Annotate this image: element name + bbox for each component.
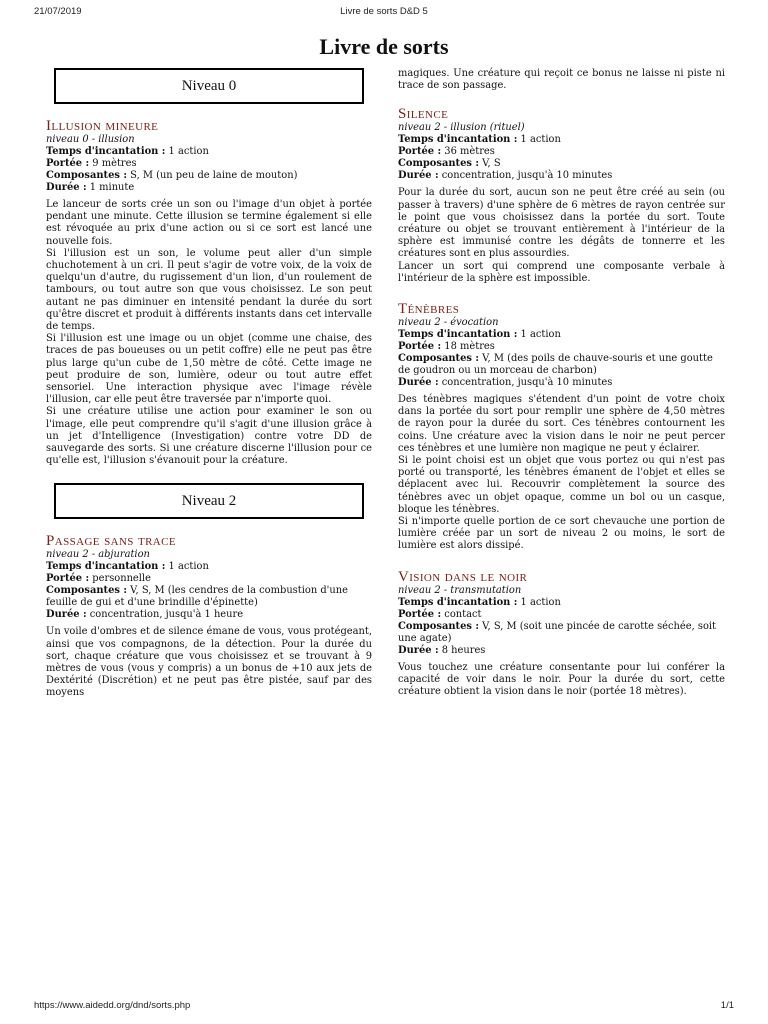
spell-school: niveau 2 - illusion (rituel) [398,122,525,134]
spell-illusion-mineure [46,118,372,467]
spell-paragraph: Pour la durée du sort, aucun son ne peut être créé au sein (ou passer à travers) d'une sphère de 6 mètres de rayon centrée sur le point que vous choisissez dans la portée du sort. Toute créature ou objet se trouvant entièrement à l'intérieur de la sphère est immunisé contre les dégâts de tonnerre et les créatures sont en plus assourdies. [398,187,725,260]
page-number: 1/1 [720,1000,734,1011]
spell-casting-time: Temps d'incantation : 1 action [398,134,561,146]
spell-casting-time: Temps d'incantation : 1 action [398,596,561,608]
spell-paragraph: Si une créature utilise une action pour examiner le son ou l'image, elle peut comprendre qu'il s'agit d'une illusion grâce à un jet d'Intelligence (Investigation) contre votre DD de sauvegarde des sorts. Si une créature discerne l'illusion pour ce qu'elle est, l'illusion s'évanouit pour la créature. [46,406,372,467]
spell-range: Portée : 18 mètres [398,341,495,353]
spell-continuation [398,68,725,92]
spell-name: Illusion mineure [46,118,159,134]
spell-school: niveau 2 - abjuration [46,549,150,561]
page-title: Livre de sorts [319,34,449,59]
spell-components: Composantes : V, S, M (les cendres de la combustion d'une feuille de gui et d'une brindille d'épinette) [46,585,348,609]
spell-paragraph: Le lanceur de sorts crée un son ou l'image d'un objet à portée pendant une minute. Cette illusion se termine également si elle est révoquée au prix d'une action ou si ce sort est lancé une nouvelle fois. [46,199,372,247]
print-footer [34,1000,734,1014]
spell-vision-dans-le-noir [398,569,725,699]
spell-casting-time: Temps d'incantation : 1 action [46,561,209,573]
spell-description [398,662,725,699]
spell-passage-sans-trace [46,533,372,699]
spell-paragraph: Si l'illusion est un son, le volume peut aller d'un simple chuchotement à un cri. Il peut s'agir de votre voix, de la voix de quelqu'un d'autre, du rugissement d'un lion, d'un roulement de tambours, ou tout autre son que vous choisissez. Le son peut autant ne pas diminuer en intensité pendant la durée du sort qu'être discret et produit à différents instants dans cet intervalle de temps. [46,247,372,333]
spell-duration: Durée : concentration, jusqu'à 10 minutes [398,170,613,182]
spell-description [398,394,725,553]
spell-range: Portée : 9 mètres [46,158,137,169]
spell-paragraph: Des ténèbres magiques s'étendent d'un point de votre choix dans la portée du sort pour remplir une sphère de 4,50 mètres de rayon pour la durée du sort. Ces ténèbres contournent les coins. Une créature avec la vision dans le noir ne peut percer ces ténèbres et une lumière non magique ne peut y éclairer. [398,394,725,454]
spell-paragraph: magiques. Une créature qui reçoit ce bonus ne laisse ni piste ni trace de son passage. [398,68,725,92]
level-heading-0: Niveau 0 [54,68,364,104]
spell-casting-time: Temps d'incantation : 1 action [398,329,561,341]
left-column [46,68,372,700]
spell-components: Composantes : V, S, M (soit une pincée de carotte séchée, soit une agate) [398,620,717,644]
spell-description [46,626,372,699]
print-url: https://www.aidedd.org/dnd/sorts.php [34,1000,191,1011]
spell-paragraph: Vous touchez une créature consentante pour lui conférer la capacité de voir dans le noir. Pour la durée du sort, cette créature obtient la vision dans le noir (portée 18 mètres). [398,661,725,698]
spell-school: niveau 2 - évocation [398,317,499,329]
spell-paragraph: Si l'illusion est une image ou un objet (comme une chaise, des traces de pas boueuses ou un petit coffre) elle ne peut pas être plus large qu'un cube de 1,50 mètre de côté. Cette image ne peut produire de son, lumière, odeur ou tout autre effet sensoriel. Une interaction physique avec l'image révèle l'illusion, car elle peut être traversée par n'importe quoi. [46,333,372,406]
spell-tenebres [398,301,725,553]
spell-duration: Durée : 8 heures [398,644,486,656]
spell-school: niveau 0 - illusion [46,134,135,145]
spell-description [46,199,372,467]
spell-duration: Durée : 1 minute [46,182,135,193]
spell-silence [398,106,725,285]
spell-components: Composantes : V, S [398,158,501,170]
spell-casting-time: Temps d'incantation : 1 action [46,146,209,157]
spell-range: Portée : 36 mètres [398,146,495,158]
spell-name: Passage sans trace [46,533,177,550]
print-header [34,6,734,20]
spell-duration: Durée : concentration, jusqu'à 10 minutes [398,377,613,389]
print-page-title: Livre de sorts D&D 5 [340,6,428,17]
spell-paragraph: Si le point choisi est un objet que vous portez ou qui n'est pas porté ou transporté, les ténèbres émanent de l'objet et elles se déplacent avec lui. Recouvrir complètement la source des ténèbres avec un objet opaque, comme un bol ou un casque, bloque les ténèbres. [398,455,725,515]
spell-name: Silence [398,106,449,123]
spell-description [398,187,725,285]
print-date: 21/07/2019 [34,6,82,17]
spell-paragraph: Lancer un sort qui comprend une composante verbale à l'intérieur de la sphère est impossible. [398,260,725,284]
spell-duration: Durée : concentration, jusqu'à 1 heure [46,609,244,621]
spell-school: niveau 2 - transmutation [398,584,522,596]
level-heading-2: Niveau 2 [54,483,364,519]
spell-paragraph: Si n'importe quelle portion de ce sort chevauche une portion de lumière créée par un sort de niveau 2 ou moins, le sort de lumière est alors dissipé. [398,516,725,552]
right-column [398,68,725,698]
spell-name: Vision dans le noir [398,568,528,585]
spell-range: Portée : contact [398,608,482,620]
spell-name: Ténèbres [398,301,460,318]
spell-paragraph: Un voile d'ombres et de silence émane de vous, vous protégeant, ainsi que vos compagnons, de la détection. Pour la durée du sort, chaque créature que vous choisissez et se trouvant à 9 mètres de vous (vous y compris) a un bonus de +10 aux jets de Dextérité (Discrétion) et ne peut pas être pistée, sauf par des moyens [46,626,372,699]
spell-components: Composantes : V, M (des poils de chauve-souris et une goutte de goudron ou un morceau de charbon) [398,353,713,377]
spell-components: Composantes : S, M (un peu de laine de mouton) [46,170,298,181]
spell-range: Portée : personnelle [46,573,151,585]
